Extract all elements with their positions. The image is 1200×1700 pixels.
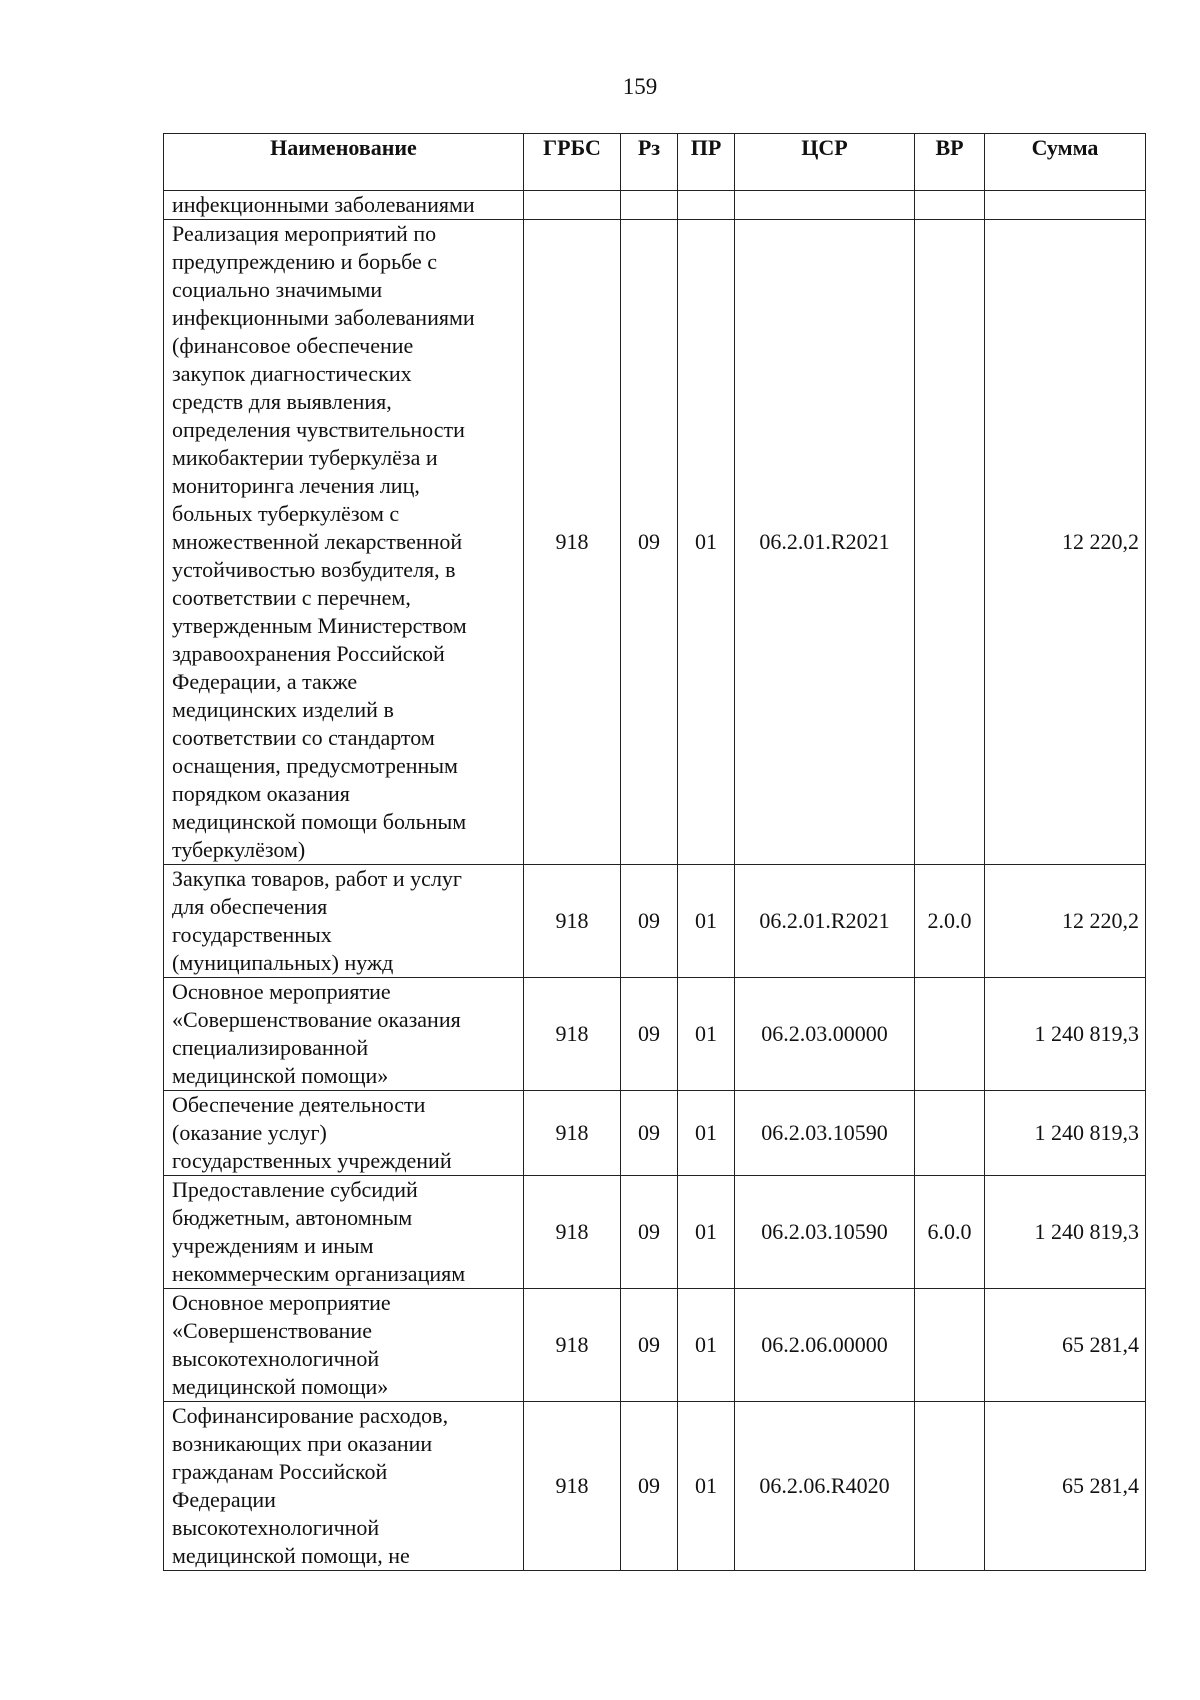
table-row [164,1402,1146,1571]
row-name-line: Обеспечение деятельности [172,1092,426,1117]
row-name-line: Основное мероприятие [172,979,391,1004]
row-name-line: государственных [172,922,332,947]
row-rz-cell: 09 [621,865,678,978]
row-pr-cell: 01 [678,1402,735,1571]
header-grbs: ГРБС [524,134,621,191]
row-rz-cell [621,191,678,220]
row-name-line: предупреждению и борьбе с [172,249,438,274]
header-vr: ВР [915,134,985,191]
row-name-line: высокотехнологичной [172,1346,380,1371]
row-name-line: для обеспечения [172,894,328,919]
row-csr-cell: 06.2.03.10590 [735,1176,915,1289]
row-csr-cell: 06.2.06.R4020 [735,1402,915,1571]
row-name-line: возникающих при оказании [172,1431,433,1456]
row-name-line: микобактерии туберкулёза и [172,445,438,470]
row-name-line: государственных учреждений [172,1148,452,1173]
row-sum-cell: 12 220,2 [985,220,1146,865]
row-vr-cell [915,191,985,220]
row-name-line: мониторинга лечения лиц, [172,473,420,498]
row-name-line: Основное мероприятие [172,1290,391,1315]
row-sum-cell: 12 220,2 [985,865,1146,978]
row-name-cell [164,1289,524,1402]
row-name-line: Реализация мероприятий по [172,221,437,246]
row-grbs-cell: 918 [524,1176,621,1289]
row-name-line: соответствии со стандартом [172,725,435,750]
row-sum-cell [985,191,1146,220]
row-name-line: (оказание услуг) [172,1120,327,1145]
table-header-row [164,134,1146,191]
row-name-line: высокотехнологичной [172,1515,380,1540]
row-name-line: соответствии с перечнем, [172,585,411,610]
row-name-line: учреждениям и иным [172,1233,374,1258]
row-name-line: Федерации, а также [172,669,358,694]
row-name-line: медицинской помощи» [172,1374,389,1399]
row-name-cell [164,1176,524,1289]
row-name-line: «Совершенствование оказания [172,1007,461,1032]
page-number: 159 [622,74,658,99]
row-name-line: порядком оказания [172,781,350,806]
row-pr-cell [678,191,735,220]
row-name-line: Софинансирование расходов, [172,1403,449,1428]
header-rz: Рз [621,134,678,191]
row-name-cell [164,865,524,978]
row-grbs-cell [524,191,621,220]
row-pr-cell: 01 [678,220,735,865]
row-name-line: бюджетным, автономным [172,1205,413,1230]
row-name-cell [164,978,524,1091]
row-grbs-cell: 918 [524,978,621,1091]
row-vr-cell [915,1289,985,1402]
row-pr-cell: 01 [678,1289,735,1402]
row-csr-cell: 06.2.03.00000 [735,978,915,1091]
row-name-line: специализированной [172,1035,369,1060]
row-name-line: средств для выявления, [172,389,392,414]
row-name-line: туберкулёзом) [172,837,306,862]
row-vr-cell [915,1402,985,1571]
header-pr: ПР [678,134,735,191]
header-sum: Сумма [985,134,1146,191]
row-grbs-cell: 918 [524,220,621,865]
row-name-line: Федерации [172,1487,276,1512]
row-csr-cell: 06.2.06.00000 [735,1289,915,1402]
row-name-line: медицинской помощи больным [172,809,467,834]
table-row [164,220,1146,865]
row-grbs-cell: 918 [524,865,621,978]
table-row [164,865,1146,978]
table-row [164,1176,1146,1289]
row-name-cell [164,1402,524,1571]
row-csr-cell: 06.2.03.10590 [735,1091,915,1176]
row-sum-cell: 1 240 819,3 [985,978,1146,1091]
row-pr-cell: 01 [678,865,735,978]
table-row [164,191,1146,220]
row-name-cell [164,220,524,865]
row-name-line: Закупка товаров, работ и услуг [172,866,462,891]
row-name-line: гражданам Российской [172,1459,388,1484]
row-sum-cell: 1 240 819,3 [985,1091,1146,1176]
row-vr-cell: 2.0.0 [915,865,985,978]
row-grbs-cell: 918 [524,1091,621,1176]
row-name-line: медицинской помощи, не [172,1543,410,1568]
row-rz-cell: 09 [621,220,678,865]
row-csr-cell: 06.2.01.R2021 [735,865,915,978]
row-name-line: инфекционными заболеваниями [172,305,475,330]
row-name-line: социально значимыми [172,277,383,302]
row-pr-cell: 01 [678,1176,735,1289]
row-rz-cell: 09 [621,1289,678,1402]
row-name-line: утвержденным Министерством [172,613,467,638]
row-rz-cell: 09 [621,1176,678,1289]
row-name-line: устойчивостью возбудителя, в [172,557,456,582]
budget-table [163,133,1146,1571]
row-name-line: закупок диагностических [172,361,412,386]
row-name-line: (финансовое обеспечение [172,333,414,358]
header-csr: ЦСР [735,134,915,191]
row-grbs-cell: 918 [524,1289,621,1402]
row-vr-cell: 6.0.0 [915,1176,985,1289]
table-body [164,191,1146,1571]
row-sum-cell: 1 240 819,3 [985,1176,1146,1289]
row-sum-cell: 65 281,4 [985,1402,1146,1571]
row-vr-cell [915,978,985,1091]
row-grbs-cell: 918 [524,1402,621,1571]
row-rz-cell: 09 [621,978,678,1091]
row-name-cell [164,191,524,220]
table-row [164,1289,1146,1402]
row-vr-cell [915,1091,985,1176]
row-sum-cell: 65 281,4 [985,1289,1146,1402]
row-csr-cell [735,191,915,220]
row-name-line: «Совершенствование [172,1318,372,1343]
row-name-line: множественной лекарственной [172,529,463,554]
row-name-cell [164,1091,524,1176]
header-name: Наименование [164,134,524,191]
row-csr-cell: 06.2.01.R2021 [735,220,915,865]
row-name-line: больных туберкулёзом с [172,501,400,526]
row-name-line: оснащения, предусмотренным [172,753,458,778]
row-vr-cell [915,220,985,865]
row-name-line: медицинской помощи» [172,1063,389,1088]
row-name-line: здравоохранения Российской [172,641,445,666]
row-pr-cell: 01 [678,1091,735,1176]
table-row [164,978,1146,1091]
row-name-line: некоммерческим организациям [172,1261,466,1286]
row-name-line: медицинских изделий в [172,697,394,722]
table-row [164,1091,1146,1176]
row-name-line: инфекционными заболеваниями [172,192,475,217]
row-name-line: Предоставление субсидий [172,1177,418,1202]
row-name-line: определения чувствительности [172,417,465,442]
row-pr-cell: 01 [678,978,735,1091]
row-rz-cell: 09 [621,1402,678,1571]
row-rz-cell: 09 [621,1091,678,1176]
row-name-line: (муниципальных) нужд [172,950,394,975]
